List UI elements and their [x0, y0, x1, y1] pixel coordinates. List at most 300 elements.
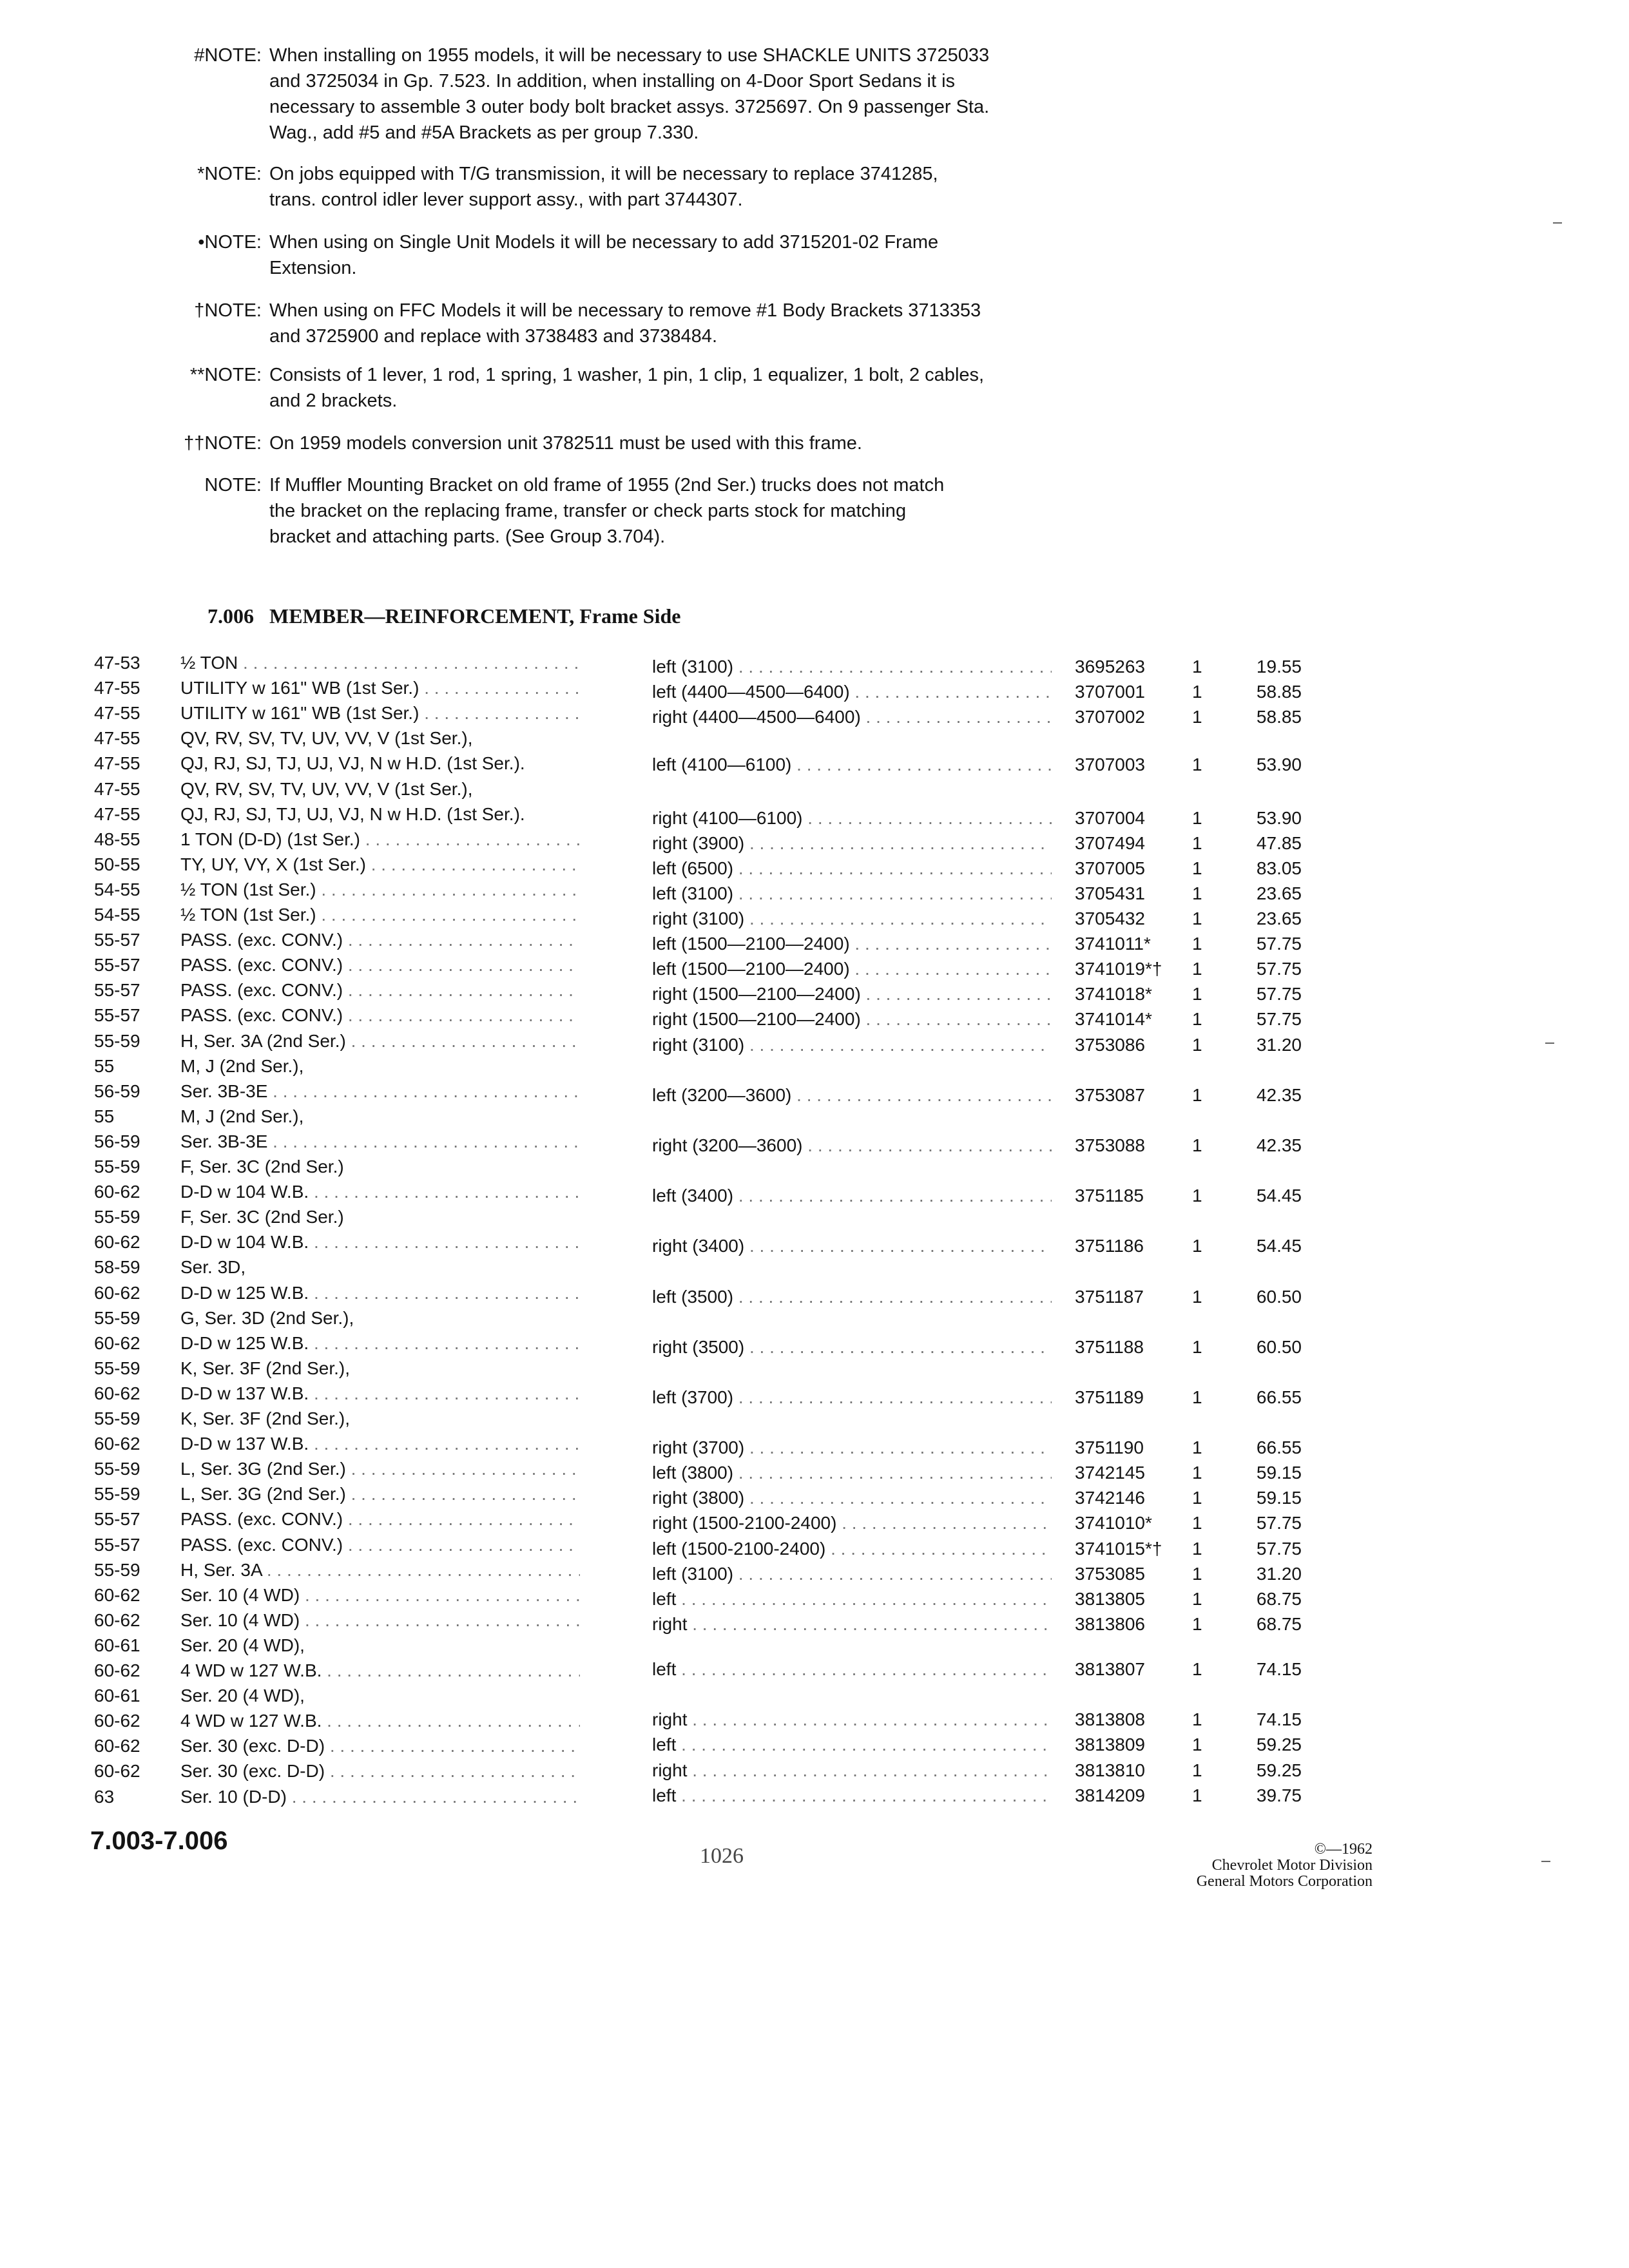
model-years: 56-59 [94, 1081, 140, 1101]
model-years: 60-61 [94, 1686, 140, 1706]
part-number: 3741010* [1075, 1513, 1152, 1533]
part-row [0, 1657, 1629, 1682]
quantity: 1 [1192, 1513, 1202, 1533]
model-years: 60-62 [94, 1736, 140, 1756]
model-years: 55 [94, 1055, 115, 1076]
model-description: Ser. 20 (4 WD), [180, 1635, 305, 1655]
quantity: 1 [1192, 754, 1202, 775]
list-price: 57.75 [1256, 1513, 1302, 1533]
model-description: 1 TON (D-D) (1st Ser.) . . . [180, 827, 580, 852]
quantity: 1 [1192, 908, 1202, 928]
model-years: 55 [94, 1106, 115, 1126]
part-description: right . . . [652, 1707, 1052, 1732]
list-price: 57.75 [1256, 1009, 1302, 1030]
list-price: 60.50 [1256, 1286, 1302, 1307]
model-description: PASS. (exc. CONV.) . . . [180, 928, 580, 952]
section-range: 7.003-7.006 [90, 1827, 228, 1855]
application-row [0, 777, 1629, 802]
model-description: PASS. (exc. CONV.) . . . [180, 953, 580, 977]
part-row [0, 982, 1629, 1006]
part-number: 3742146 [1075, 1488, 1146, 1508]
note-line: bracket and attaching parts. (See Group 3.704). [269, 526, 666, 547]
part-number: 3707003 [1075, 754, 1146, 775]
note [165, 43, 1093, 146]
list-price: 57.75 [1256, 959, 1302, 979]
model-years: 60-62 [94, 1434, 140, 1454]
list-price: 19.55 [1256, 657, 1302, 677]
part-row [0, 1486, 1629, 1510]
quantity: 1 [1192, 959, 1202, 979]
note-line: the bracket on the replacing frame, transfer or check parts stock for matching [269, 501, 907, 521]
quantity: 1 [1192, 1760, 1202, 1780]
section-heading [207, 604, 680, 628]
application-row [0, 1205, 1629, 1229]
part-number: 3741015*† [1075, 1538, 1162, 1559]
model-years: 47-55 [94, 803, 140, 824]
part-row [0, 1335, 1629, 1360]
part-description: right (1500—2100—2400) . . . [652, 1007, 1052, 1032]
part-description: right (4100—6100) . . . [652, 806, 1052, 831]
part-row [0, 1184, 1629, 1208]
application-row [0, 1684, 1629, 1708]
list-price: 54.45 [1256, 1236, 1302, 1256]
part-row [0, 856, 1629, 881]
application-row [0, 1104, 1629, 1129]
part-number: 3813810 [1075, 1760, 1146, 1780]
note-line: If Muffler Mounting Bracket on old frame of 1955 (2nd Ser.) trucks does not match [269, 475, 945, 495]
model-years: 47-55 [94, 778, 140, 799]
note-line: trans. control idler lever support assy., with part 3744307. [269, 189, 743, 210]
note [165, 472, 1093, 550]
list-price: 42.35 [1256, 1084, 1302, 1105]
model-description: D-D w 104 W.B. . . . [180, 1180, 580, 1204]
note-line: When using on Single Unit Models it will be necessary to add 3715201-02 Frame [269, 232, 939, 253]
part-row [0, 932, 1629, 956]
model-years: 55-59 [94, 1559, 140, 1580]
part-number: 3751190 [1075, 1437, 1144, 1458]
application-row [0, 1054, 1629, 1079]
note-marker: *NOTE: [197, 164, 262, 184]
part-description: right (3900) . . . [652, 831, 1052, 856]
list-price: 31.20 [1256, 1563, 1302, 1584]
part-row [0, 881, 1629, 906]
part-number: 3707001 [1075, 682, 1146, 702]
list-price: 68.75 [1256, 1588, 1302, 1609]
part-number: 3751187 [1075, 1286, 1144, 1307]
part-row [0, 705, 1629, 729]
model-years: 60-62 [94, 1610, 140, 1630]
part-row [0, 1707, 1629, 1732]
part-number: 3813806 [1075, 1613, 1146, 1634]
part-number: 3707002 [1075, 707, 1146, 727]
model-years: 55-59 [94, 1030, 140, 1051]
model-years: 55-59 [94, 1307, 140, 1328]
list-price: 23.65 [1256, 908, 1302, 928]
note-text [262, 43, 1093, 146]
part-description: right (3700) . . . [652, 1436, 1052, 1460]
model-description: Ser. 20 (4 WD), [180, 1686, 305, 1706]
part-row [0, 957, 1629, 981]
part-description: right (3200—3600) . . . [652, 1133, 1052, 1158]
model-years: 54-55 [94, 905, 140, 925]
quantity: 1 [1192, 707, 1202, 727]
quantity: 1 [1192, 934, 1202, 954]
model-years: 47-55 [94, 678, 140, 698]
list-price: 74.15 [1256, 1659, 1302, 1680]
part-number: 3753086 [1075, 1034, 1146, 1055]
model-years: 60-62 [94, 1282, 140, 1303]
quantity: 1 [1192, 1735, 1202, 1755]
part-row [0, 1033, 1629, 1057]
model-years: 55-57 [94, 955, 140, 975]
list-price: 59.15 [1256, 1488, 1302, 1508]
list-price: 66.55 [1256, 1437, 1302, 1458]
quantity: 1 [1192, 1236, 1202, 1256]
application-row [0, 1633, 1629, 1658]
model-years: 60-62 [94, 1660, 140, 1680]
quantity: 1 [1192, 1538, 1202, 1559]
part-number: 3753088 [1075, 1135, 1146, 1155]
part-row [0, 1733, 1629, 1757]
model-years: 55-57 [94, 1005, 140, 1026]
note-text [262, 362, 1093, 414]
quantity: 1 [1192, 1286, 1202, 1307]
model-years: 55-57 [94, 1509, 140, 1530]
quantity: 1 [1192, 1336, 1202, 1357]
quantity: 1 [1192, 1135, 1202, 1155]
part-row [0, 907, 1629, 931]
model-description: PASS. (exc. CONV.) . . . [180, 1003, 580, 1028]
note-line: On jobs equipped with T/G transmission, it will be necessary to replace 3741285, [269, 164, 938, 184]
quantity: 1 [1192, 984, 1202, 1004]
model-description: Ser. 30 (exc. D-D) . . . [180, 1759, 580, 1783]
model-years: 60-62 [94, 1584, 140, 1605]
list-price: 58.85 [1256, 682, 1302, 702]
model-description: ½ TON . . . [180, 651, 580, 675]
part-number: 3742145 [1075, 1463, 1146, 1483]
note-line: Consists of 1 lever, 1 rod, 1 spring, 1 washer, 1 pin, 1 clip, 1 equalizer, 1 bolt, 2 cables, [269, 365, 985, 385]
part-description: left . . . [652, 1587, 1052, 1611]
model-years: 58-59 [94, 1257, 140, 1278]
model-years: 54-55 [94, 879, 140, 899]
section-title: MEMBER—REINFORCEMENT, Frame Side [269, 604, 681, 628]
note-line: and 3725900 and replace with 3738483 and 3738484. [269, 326, 717, 347]
part-description: left (3800) . . . [652, 1461, 1052, 1485]
part-row [0, 1783, 1629, 1808]
part-row [0, 1537, 1629, 1561]
part-number: 3751186 [1075, 1236, 1144, 1256]
model-description: UTILITY w 161" WB (1st Ser.) . . . [180, 701, 580, 726]
model-years: 55-59 [94, 1408, 140, 1428]
part-number: 3813805 [1075, 1588, 1146, 1609]
quantity: 1 [1192, 1613, 1202, 1634]
division-name: Chevrolet Motor Division [1211, 1857, 1373, 1874]
part-number: 3707494 [1075, 832, 1146, 853]
note-line: and 2 brackets. [269, 390, 398, 411]
section-number: 7.006 [207, 604, 254, 628]
part-description: right (3100) . . . [652, 1033, 1052, 1057]
part-description: left (1500—2100—2400) . . . [652, 957, 1052, 981]
part-number: 3707005 [1075, 858, 1146, 878]
part-description: right . . . [652, 1612, 1052, 1637]
model-years: 55-57 [94, 1534, 140, 1555]
model-description: QJ, RJ, SJ, TJ, UJ, VJ, N w H.D. (1st Ser.). [180, 753, 525, 774]
part-row [0, 1562, 1629, 1586]
model-description: L, Ser. 3G (2nd Ser.) . . . [180, 1482, 580, 1506]
part-description: right (4400—4500—6400) . . . [652, 705, 1052, 729]
model-description: Ser. 10 (4 WD) . . . [180, 1583, 580, 1608]
part-row [0, 753, 1629, 777]
model-description: F, Ser. 3C (2nd Ser.) [180, 1207, 344, 1227]
model-years: 56-59 [94, 1131, 140, 1151]
quantity: 1 [1192, 807, 1202, 828]
model-years: 63 [94, 1786, 115, 1807]
model-years: 60-62 [94, 1383, 140, 1403]
note-marker: #NOTE: [194, 45, 262, 66]
part-description: left (6500) . . . [652, 856, 1052, 881]
part-row [0, 831, 1629, 856]
part-description: right (1500-2100-2400) . . . [652, 1511, 1052, 1535]
part-description: left (1500-2100-2400) . . . [652, 1537, 1052, 1561]
model-description: Ser. 10 (D-D) . . . [180, 1785, 580, 1809]
model-description: Ser. 3B-3E . . . [180, 1129, 580, 1154]
scan-mark [1541, 1861, 1550, 1862]
application-row [0, 1155, 1629, 1179]
part-row [0, 1758, 1629, 1783]
model-description: D-D w 137 W.B. . . . [180, 1381, 580, 1406]
model-description: ½ TON (1st Ser.) . . . [180, 903, 580, 927]
note [165, 161, 1093, 213]
part-row [0, 806, 1629, 831]
model-description: Ser. 3B-3E . . . [180, 1079, 580, 1104]
list-price: 31.20 [1256, 1034, 1302, 1055]
note-line: and 3725034 in Gp. 7.523. In addition, when installing on 4-Door Sport Sedans it is [269, 71, 956, 91]
model-years: 50-55 [94, 854, 140, 874]
model-description: H, Ser. 3A . . . [180, 1558, 580, 1582]
part-description: right (3800) . . . [652, 1486, 1052, 1510]
note-marker: NOTE: [204, 475, 262, 495]
quantity: 1 [1192, 1186, 1202, 1206]
quantity: 1 [1192, 1084, 1202, 1105]
quantity: 1 [1192, 1009, 1202, 1030]
application-row [0, 1306, 1629, 1331]
copyright: ©—1962 [1314, 1841, 1373, 1858]
list-price: 57.75 [1256, 1538, 1302, 1559]
model-description: D-D w 125 W.B. . . . [180, 1281, 580, 1305]
part-description: left . . . [652, 1657, 1052, 1682]
note [165, 362, 1093, 414]
part-description: left (3700) . . . [652, 1385, 1052, 1410]
application-row [0, 1407, 1629, 1431]
list-price: 54.45 [1256, 1186, 1302, 1206]
part-number: 3753087 [1075, 1084, 1146, 1105]
model-description: K, Ser. 3F (2nd Ser.), [180, 1358, 351, 1378]
model-description: D-D w 104 W.B. . . . [180, 1230, 580, 1254]
part-description: left (3500) . . . [652, 1285, 1052, 1309]
part-row [0, 680, 1629, 704]
model-description: L, Ser. 3G (2nd Ser.) . . . [180, 1457, 580, 1481]
part-description: left . . . [652, 1733, 1052, 1757]
part-description: left (3400) . . . [652, 1184, 1052, 1208]
list-price: 47.85 [1256, 832, 1302, 853]
note-line: Extension. [269, 258, 357, 278]
model-years: 60-62 [94, 1182, 140, 1202]
scan-mark [1545, 1043, 1554, 1044]
part-description: left (1500—2100—2400) . . . [652, 932, 1052, 956]
model-years: 55-59 [94, 1358, 140, 1378]
note-text [262, 430, 1093, 456]
publisher-credit [1063, 1841, 1373, 1890]
model-description: PASS. (exc. CONV.) . . . [180, 1507, 580, 1532]
part-row [0, 1436, 1629, 1460]
quantity: 1 [1192, 1034, 1202, 1055]
model-description: Ser. 30 (exc. D-D) . . . [180, 1734, 580, 1758]
part-number: 3741019*† [1075, 959, 1162, 979]
model-years: 55-59 [94, 1484, 140, 1504]
quantity: 1 [1192, 1785, 1202, 1805]
list-price: 60.50 [1256, 1336, 1302, 1357]
quantity: 1 [1192, 858, 1202, 878]
list-price: 57.75 [1256, 934, 1302, 954]
note-line: When installing on 1955 models, it will be necessary to use SHACKLE UNITS 3725033 [269, 45, 990, 66]
application-row [0, 726, 1629, 751]
part-description: right (1500—2100—2400) . . . [652, 982, 1052, 1006]
part-number: 3813809 [1075, 1735, 1146, 1755]
part-number: 3707004 [1075, 807, 1146, 828]
model-description: 4 WD w 127 W.B. . . . [180, 1658, 580, 1683]
list-price: 59.15 [1256, 1463, 1302, 1483]
model-description: G, Ser. 3D (2nd Ser.), [180, 1307, 354, 1328]
quantity: 1 [1192, 682, 1202, 702]
model-years: 55-59 [94, 1459, 140, 1479]
model-description: M, J (2nd Ser.), [180, 1106, 304, 1126]
list-price: 39.75 [1256, 1785, 1302, 1805]
note-text [262, 298, 1093, 349]
note-line: On 1959 models conversion unit 3782511 must be used with this frame. [269, 433, 862, 454]
list-price: 59.25 [1256, 1735, 1302, 1755]
model-years: 55-59 [94, 1207, 140, 1227]
part-row [0, 1285, 1629, 1309]
part-description: left (4400—4500—6400) . . . [652, 680, 1052, 704]
model-description: ½ TON (1st Ser.) . . . [180, 878, 580, 902]
note [165, 430, 1093, 456]
model-description: Ser. 10 (4 WD) . . . [180, 1608, 580, 1633]
part-row [0, 1133, 1629, 1158]
part-row [0, 1083, 1629, 1108]
list-price: 66.55 [1256, 1387, 1302, 1407]
note-marker: **NOTE: [189, 365, 262, 385]
model-description: QV, RV, SV, TV, UV, VV, V (1st Ser.), [180, 778, 473, 799]
model-years: 60-62 [94, 1711, 140, 1731]
part-description: left (4100—6100) . . . [652, 753, 1052, 777]
part-number: 3751185 [1075, 1186, 1144, 1206]
quantity: 1 [1192, 1387, 1202, 1407]
note-text [262, 229, 1093, 281]
part-number: 3813808 [1075, 1709, 1146, 1730]
model-description: 4 WD w 127 W.B. . . . [180, 1709, 580, 1733]
page-number: 1026 [700, 1844, 744, 1868]
part-description: right (3400) . . . [652, 1234, 1052, 1258]
part-number: 3751189 [1075, 1387, 1144, 1407]
model-years: 55-57 [94, 980, 140, 1001]
part-row [0, 1234, 1629, 1258]
list-price: 53.90 [1256, 807, 1302, 828]
quantity: 1 [1192, 1488, 1202, 1508]
part-number: 3813807 [1075, 1659, 1146, 1680]
quantity: 1 [1192, 1659, 1202, 1680]
part-row [0, 655, 1629, 679]
model-years: 60-62 [94, 1761, 140, 1782]
note [165, 298, 1093, 349]
part-row [0, 1511, 1629, 1535]
model-description: D-D w 125 W.B. . . . [180, 1331, 580, 1356]
list-price: 59.25 [1256, 1760, 1302, 1780]
model-description: K, Ser. 3F (2nd Ser.), [180, 1408, 351, 1428]
model-description: Ser. 3D, [180, 1257, 246, 1278]
model-years: 48-55 [94, 829, 140, 849]
note-marker: •NOTE: [198, 232, 262, 253]
model-years: 60-61 [94, 1635, 140, 1655]
model-years: 55-57 [94, 930, 140, 950]
quantity: 1 [1192, 832, 1202, 853]
model-years: 47-53 [94, 653, 140, 673]
part-description: right (3100) . . . [652, 907, 1052, 931]
model-description: PASS. (exc. CONV.) . . . [180, 978, 580, 1003]
part-row [0, 1612, 1629, 1637]
model-description: QV, RV, SV, TV, UV, VV, V (1st Ser.), [180, 728, 473, 749]
list-price: 57.75 [1256, 984, 1302, 1004]
quantity: 1 [1192, 1709, 1202, 1730]
note-marker: †NOTE: [194, 300, 262, 321]
model-years: 60-62 [94, 1332, 140, 1353]
part-number: 3705431 [1075, 883, 1146, 903]
model-description: M, J (2nd Ser.), [180, 1055, 304, 1076]
part-row [0, 1587, 1629, 1611]
list-price: 68.75 [1256, 1613, 1302, 1634]
part-description: left (3200—3600) . . . [652, 1083, 1052, 1108]
note [165, 229, 1093, 281]
part-number: 3741014* [1075, 1009, 1152, 1030]
part-number: 3705432 [1075, 908, 1146, 928]
quantity: 1 [1192, 883, 1202, 903]
list-price: 53.90 [1256, 754, 1302, 775]
note-text [262, 472, 1093, 550]
part-description: right . . . [652, 1758, 1052, 1783]
model-description: PASS. (exc. CONV.) . . . [180, 1533, 580, 1557]
model-description: H, Ser. 3A (2nd Ser.) . . . [180, 1029, 580, 1053]
model-description: QJ, RJ, SJ, TJ, UJ, VJ, N w H.D. (1st Ser.). [180, 803, 525, 824]
part-number: 3753085 [1075, 1563, 1146, 1584]
list-price: 74.15 [1256, 1709, 1302, 1730]
model-years: 60-62 [94, 1232, 140, 1253]
model-years: 47-55 [94, 753, 140, 774]
model-years: 47-55 [94, 728, 140, 749]
part-number: 3695263 [1075, 657, 1146, 677]
part-row [0, 1385, 1629, 1410]
model-years: 55-59 [94, 1157, 140, 1177]
part-description: left (3100) . . . [652, 1562, 1052, 1586]
model-years: 47-55 [94, 703, 140, 724]
list-price: 23.65 [1256, 883, 1302, 903]
note-line: necessary to assemble 3 outer body bolt bracket assys. 3725697. On 9 passenger Sta. [269, 97, 990, 117]
part-description: left . . . [652, 1783, 1052, 1808]
note-text [262, 161, 1093, 213]
part-number: 3741018* [1075, 984, 1152, 1004]
note-line: When using on FFC Models it will be necessary to remove #1 Body Brackets 3713353 [269, 300, 981, 321]
application-row [0, 1356, 1629, 1381]
model-description: UTILITY w 161" WB (1st Ser.) . . . [180, 676, 580, 700]
part-description: left (3100) . . . [652, 655, 1052, 679]
